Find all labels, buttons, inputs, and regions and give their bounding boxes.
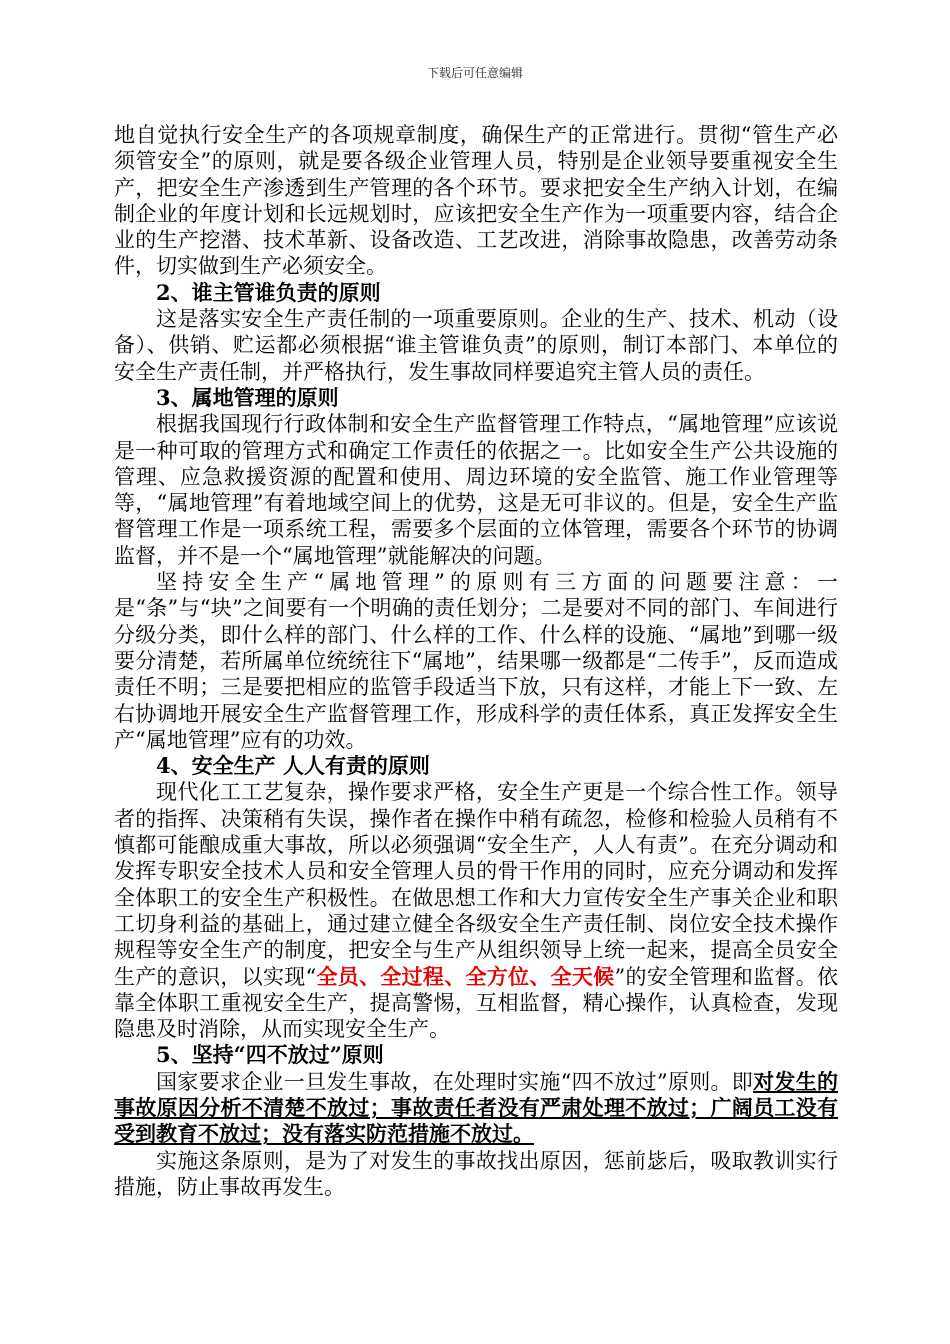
underlined-text: 对发生的事故原因分析不清楚不放过；事故责任者没有严肃处理不放过；广阔员工没有受到教育不放过；没有落实防范措施不放过。 <box>114 1068 838 1147</box>
paragraph: 坚持安全生产“属地管理”的原则有三方面的问题要注意：一是“条”与“块”之间要有一个明确的责任划分；二是要对不同的部门、车间进行分级分类，即什么样的部门、什么样的工作、什么样的设施、“属地”到哪一级要分清楚，若所属单位统统往下“属地”，结果哪一级都是“二传手”，反而造成责任不明；三是要把相应的监管手段适当下放，只有这样，才能上下一致、左右协调地开展安全生产监督管理工作，形成科学的责任体系，真正发挥安全生产“属地管理”应有的功效。 <box>114 570 838 752</box>
page-header: 下载后可任意编辑 <box>426 66 523 80</box>
section-heading: 2、谁主管谁负责的原则 <box>156 279 381 305</box>
document-body <box>114 122 838 1200</box>
paragraph <box>114 779 838 1042</box>
section-heading: 5、坚持“四不放过”原则 <box>156 1042 384 1068</box>
section-heading: 4、安全生产 人人有责的原则 <box>156 753 430 779</box>
highlighted-text: 全员、全过程、全方位、全天候 <box>316 963 615 989</box>
paragraph <box>114 1069 838 1148</box>
paragraph: 这是落实安全生产责任制的一项重要原则。企业的生产、技术、机动（设备）、供销、贮运都必须根据“谁主管谁负责”的原则，制订本部门、本单位的安全生产责任制，并严格执行，发生事故同样要追究主管人员的责任。 <box>114 307 838 384</box>
paragraph: 地自觉执行安全生产的各项规章制度，确保生产的正常进行。贯彻“管生产必须管安全”的原则，就是要各级企业管理人员，特别是企业领导要重视安全生产，把安全生产渗透到生产管理的各个环节。要求把安全生产纳入计划，在编制企业的年度计划和长远规划时，应该把安全生产作为一项重要内容，结合企业的生产挖潜、技术革新、设备改造、工艺改进，消除事故隐患，改善劳动条件，切实做到生产必须安全。 <box>114 123 838 279</box>
paragraph-text: ”的安全管理和监督。依靠全体职工重视安全生产，提高警惕，互相监督，精心操作，认真检查，发现隐患及时消除，从而实现安全生产。 <box>114 964 838 1042</box>
paragraph: 实施这条原则，是为了对发生的事故找出原因，惩前毖后，吸取教训实行措施，防止事故再发生。 <box>114 1148 838 1199</box>
paragraph-text: 现代化工工艺复杂，操作要求严格，安全生产更是一个综合性工作。领导者的指挥、决策稍有失误，操作者在操作中稍有疏忽，检修和检验人员稍有不慎都可能酿成重大事故，所以必须强调“安全生产，人人有责”。在充分调动和发挥专职安全技术人员和安全管理人员的骨干作用的同时，应充分调动和发挥全体职工的安全生产积极性。在做思想工作和大力宣传安全生产事关企业和职工切身利益的基础上，通过建立健全各级安全生产责任制、岗位安全技术操作规程等安全生产的制度，把安全与生产从组织领导上统一起来，提高全员安全生产的意识，以实现“ <box>114 780 838 989</box>
paragraph: 根据我国现行行政体制和安全生产监督管理工作特点，“属地管理”应该说是一种可取的管理方式和确定工作责任的依据之一。比如安全生产公共设施的管理、应急救援资源的配置和使用、周边环境的安全监管、施工作业管理等等，“属地管理”有着地域空间上的优势，这是无可非议的。但是，安全生产监督管理工作是一项系统工程，需要多个层面的立体管理，需要各个环节的协调监督，并不是一个“属地管理”就能解决的问题。 <box>114 412 838 568</box>
section-heading: 3、属地管理的原则 <box>156 384 339 410</box>
paragraph-text: 国家要求企业一旦发生事故，在处理时实施“四不放过”原则。即 <box>156 1069 754 1094</box>
